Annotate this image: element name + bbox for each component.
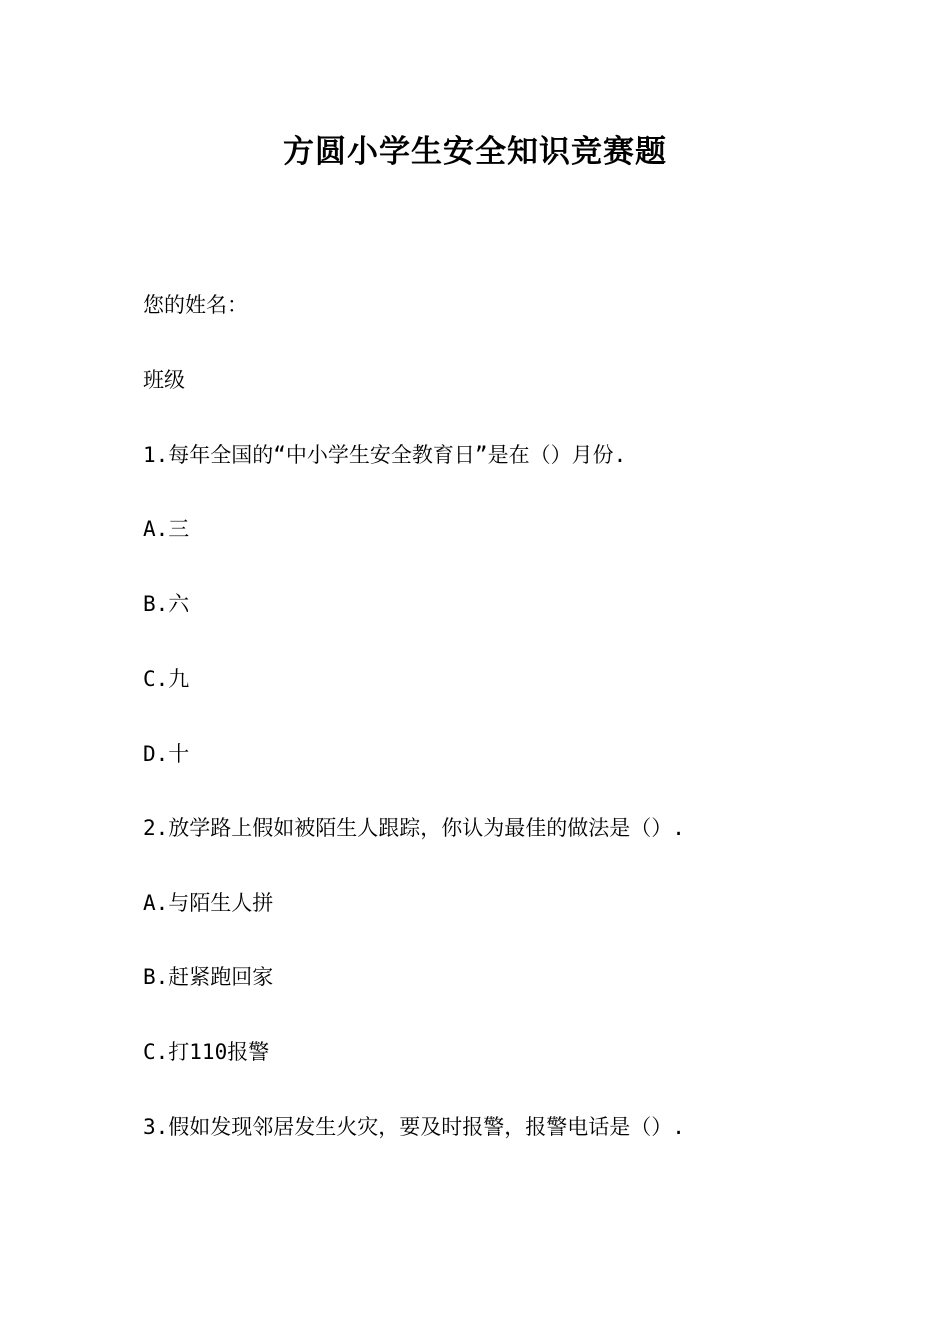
question-1: 1.每年全国的“中小学生安全教育日”是在（）月份. [143,443,627,467]
question-1-option-d: D.十 [143,742,190,766]
question-1-option-b: B.六 [143,592,190,616]
question-2-option-a: A.与陌生人拼 [143,891,274,915]
name-field-label: 您的姓名： [143,293,248,317]
question-1-option-a: A.三 [143,517,190,541]
question-3: 3.假如发现邻居发生火灾，要及时报警，报警电话是（）. [143,1115,685,1139]
question-2-option-c: C.打110报警 [143,1040,270,1064]
document-title: 方圆小学生安全知识竞赛题 [283,134,667,170]
question-2-option-b: B.赶紧跑回家 [143,965,274,989]
question-2: 2.放学路上假如被陌生人跟踪，你认为最佳的做法是（）. [143,816,685,840]
question-1-option-c: C.九 [143,667,190,691]
class-field-label: 班级 [143,368,185,392]
